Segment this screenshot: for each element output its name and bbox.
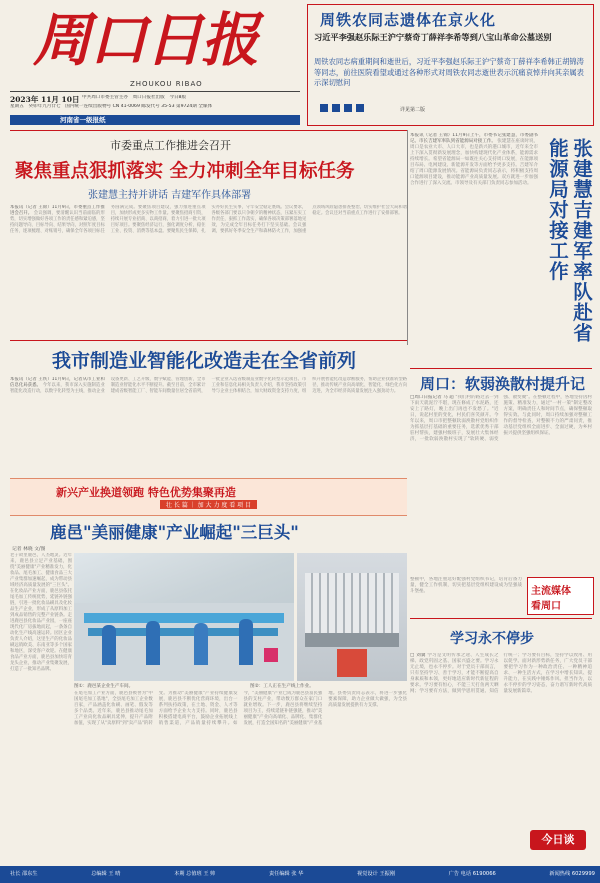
top-story-body: 周铁农同志病重期间和逝世后，习近平李强赵乐际王沪宁蔡奇丁薛祥李希韩正胡锦涛等同志，前往医院看望或通过各种形式对周铁农同志逝世表示沉痛哀悼并向其亲属表示深切慰问 [314, 57, 584, 87]
promo-line2: 看周口 [531, 601, 561, 612]
footer-item: 视觉设计 王振刚 [357, 871, 396, 877]
lead-kicker: 市委重点工作推进会召开 [110, 139, 231, 152]
story3-title[interactable]: 鹿邑"美丽健康"产业崛起"三巨头" [50, 523, 299, 542]
office-text: 周口日报社出版 [132, 95, 165, 100]
side-story-body: 本报讯（记者 王锦）11月9日上午，市委书记张建慧，市委副书记、市长吉建军率队到省能源局对接工作。 张建慧在座谈时说，周口是农业大市、人口大市，也是新兴的港口城市，近年来全市上下深入贯彻新发展理念，加快构建现代化产业体系，能源需求持续增长。希望省能源局一如既往关心支持周口发展，在能源项目布局、电网建设、新能源开发等方面给予更多支持。吉建军介绍了周口能源发展情况。省能源局负责同志表示，将积极支持周口能源项目建设，推动能源产业高质量发展。双方就进一步加强合作进行了深入交流。市领导及有关部门负责同志参加活动。 [410, 133, 538, 186]
publisher-line [82, 95, 297, 102]
grade-badge [10, 115, 300, 125]
column-title[interactable]: 学习永不停步 [450, 631, 534, 647]
codes-text: 国内统一连续出版物号 CN 41-0069 邮发代号 35-53 第9724期 全媒体 [65, 104, 213, 109]
footer-item: 广告 电话 6190066 [448, 871, 496, 877]
today-talk-logo: 今日谈 [530, 830, 586, 850]
photo-caption-2: 图②：工人正在生产线上作业。 [250, 684, 314, 689]
side-story-title[interactable]: 张建慧吉建军率队赴省能源局对接工作 [546, 138, 593, 343]
banner-line2: 壮 长 篇 ｜ 加 大 力 度 看 项 目 [160, 500, 257, 509]
grade-text: 河南省一级报纸 [60, 116, 106, 124]
footer-item: 社长 邵东生 [10, 871, 38, 877]
masthead-pinyin: ZHOUKOU RIBAO [130, 80, 203, 88]
footer-items [10, 869, 595, 880]
factory-photo-2 [297, 553, 407, 681]
lead-byline: 本报讯（记者 王锦）11月9日，市委重点工作推进会召开。 [10, 205, 105, 216]
story2-body: 本报讯（记者 王铁）11月9日，记者从市工业和信息化局获悉。 今年以来，我市深入实施制造业智能化改造行动，以数字化转型为主线，推动企业设备更新、工艺升级、数字赋能、管理创新，全市制造业智能化水平不断提升。截至目前，全市累计建成省级智能工厂、智能车间数量位居全省前列，一批企业入选省级制造业数字化转型示范项目。市工业和信息化局相关负责人介绍，我市坚持政策引导与企业主体相结合，加大财政资金支持力度，组织开展智能化改造诊断服务，帮助企业找准转型路径，推动传统产业向高端化、智能化、绿色化方向迈进，为全市经济高质量发展注入强劲动力。 [10, 377, 407, 394]
publisher-text: 中共周口市委主管主办 [82, 95, 128, 100]
story2-byline: 本报讯（记者 王铁）11月9日，记者从市工业和信息化局获悉。 [10, 377, 105, 388]
lead-title[interactable]: 聚焦重点狠抓落实 全力冲刺全年目标任务 [15, 161, 355, 182]
masthead-logo: 周口日报 [33, 6, 258, 74]
story3-body-left: 老子故里鹿邑，人杰地灵。近年来，鹿邑县立足产业基础，围绕"美丽健康"产业精准发力，化妆品、尾毛加工、健康食品三大产业集群加速崛起，成为带动县域经济高质量发展的"三巨头"。在化妆品产业方面，鹿邑县依托尾毛加工传统优势，延链补链强链，引进一批化妆品刷具及化妆品生产企业，形成了从原料加工到成品销售的完整产业链条。走进鹿邑县化妆品产业园，一座座现代化厂房拔地而起，一条条自动化生产线高速运转。园区企业负责人介绍，这里生产的化妆品刷远销欧美、东南亚等多个国家和地区，深受客户欢迎。在健康食品产业方面，鹿邑县加快培育龙头企业，推动产业集聚发展，打造了一批知名品牌。 [10, 553, 72, 672]
photo-caption-1: 图①：鹿邑某企业生产车间。 [74, 684, 134, 689]
zhoukou-byline: □周口日报记者 马 超 [410, 395, 454, 400]
promo-line1: 主流媒体 [531, 586, 571, 597]
zhoukou-title[interactable]: 周口：软弱涣散村提升记 [420, 375, 586, 393]
footer-item: 本期 总值班 王 帅 [174, 871, 216, 877]
top-story-subtitle: 习近平李强赵乐际王沪宁蔡奇丁薛祥李希等到八宝山革命公墓送别 [314, 32, 552, 42]
issue-date: 2023年 11月 10日 [10, 95, 80, 104]
side-story-byline: 本报讯（记者 王锦）11月9日上午，市委书记张建慧，市委副书记、市长吉建军率队到省能源局对接工作。 [410, 133, 538, 144]
banner-line1: 新兴产业换道领跑 特色优势集聚再造 [56, 486, 236, 499]
lead-body: 本报讯（记者 王锦）11月9日，市委重点工作推进会召开。 会议强调，要清醒认识当前面临的形势，切实增强做好各项工作的责任感和紧迫感，坚持问题导向、目标导向、结果导向，对照年度目标任务，逐项梳理、对账销号，确保全年各项目标任务圆满完成。要聚焦项目建设，强力推进重点项目，加快形成更多实物工作量。要聚焦招商引资，持续开展专业招商、以商招商，着力引进一批大项目好项目。要聚焦经济运行，强化调度分析，稳住工业、投资、消费等基本盘。要聚焦民生保障，扎实办好民生实事，守牢安全稳定底线。会议要求，各级各部门要以只争朝夕的精神状态，压紧压实工作责任，狠抓工作落实，确保各项决策部署落地见效，为完成全年目标任务打下坚实基础。会议强调，要抓好冬季安全生产和森林防火工作，加强重点领域风险隐患排查整治，切实维护社会大局和谐稳定。会议还对当前重点工作进行了安排部署。 [10, 205, 407, 234]
footer-item: 责任编辑 张 华 [268, 871, 304, 877]
zhoukou-body: □周口日报记者 马 超 "我们村的路过去一到下雨天就泥泞不堪，现在修成了水泥路，还安上了路灯，晚上出门再也不发愁了。"近日，说起村里的变化，村民们喜笑颜开。今年以来，周口市把整顿软弱涣散村党组织作为抓基层打基础的重要任务，选派优秀干部驻村帮扶，建强村级班子，发展壮大集体经济，一批软弱涣散村实现了"软转硬、弱变强、散变聚"。在整顿过程中，各地坚持因村施策、精准发力，通过"一村一策"制定整改方案，明确责任人和时间节点，确保整顿取得实效。与此同时，周口持续加强对整顿工作的督导检查，对整顿不力的严肃问责，推动基层党组织全面进步、全面过硬，为乡村振兴提供坚强组织保证。 [410, 395, 592, 442]
factory-photo-1 [74, 553, 294, 681]
lunar-text: 癸卯年九月廿七 [28, 104, 61, 109]
weekday-text: 星期五 [10, 104, 24, 109]
pages-text: 今日8版 [169, 95, 187, 100]
weekday-line [10, 104, 300, 111]
footer-item: 总编辑 王 晴 [91, 871, 121, 877]
footer-item: 新闻热线 6029999 [549, 871, 595, 877]
lead-deck: 张建慧主持并讲话 吉建军作具体部署 [88, 190, 252, 201]
top-story-photos [320, 104, 380, 120]
column-body: □ 刘冀 学习是文明传承之途、人生成长之梯、政党巩固之基、国家兴盛之要。学习永无止境，也永不停步。对于党员干部而言，只有坚持学习、善于学习，才能不断提高自身素质和本领，更好地适应新时代新征程的要求。学习要有恒心，不能三天打鱼两天晒网；学习要有方法，做到学思用贯通、知信行统一；学习要有目标，坚持学以致用、用以促学。面对新形势新任务，广大党员干部要把学习作为一种政治责任、一种精神追求、一种生活方式，在学习中增长知识、提升能力，在实践中锤炼作风、担当作为，以永不停步的学习姿态，奋力谱写新时代高质量发展新篇章。 [410, 653, 592, 694]
top-story-title[interactable]: 周铁农同志遗体在京火化 [320, 11, 497, 29]
column-byline: □ 刘冀 [410, 653, 426, 658]
zhoukou-body-tail: 整顿中，各地注重选好配强村党组织书记，培育后备力量，健全工作机制，切实把基层党组织建设成为坚强战斗堡垒。 [410, 577, 522, 594]
story3-body-right: 在尾毛加工产业方面，鹿邑县被誉为"中国尾毛加工基地"，全县尾毛加工企业数百家，产品涵盖化妆刷、画笔、假发等多个品类。近年来，鹿邑县推动尾毛加工产业向化妆品刷具延伸，提升产品附加值，实现了从"卖原料"到"卖产品"的转变。为推动"美丽健康"产业持续健康发展，鹿邑县不断优化营商环境，出台一系列扶持政策，在土地、资金、人才等方面给予企业大力支持。同时，鹿邑县积极搭建电商平台，鼓励企业拓展线上销售渠道，产品销量持续攀升。如今，"美丽健康"产业已成为鹿邑县富民强县的支柱产业，带动数万群众在家门口就业增收。下一步，鹿邑县将继续坚持项目为王，持续延链补链强链，推动"美丽健康"产业向高端化、品牌化、集群化发展，打造全国知名的"美丽健康"产业基地。县委负责同志表示，将进一步强化要素保障，助力企业做大做强，为全县高质量发展提供有力支撑。 [74, 691, 407, 726]
top-story-ref[interactable]: 详见第二版 [400, 107, 426, 113]
story2-title[interactable]: 我市制造业智能化改造走在全省前列 [52, 350, 357, 372]
story3-byline: 记者 林晓 文/图 [12, 547, 46, 552]
